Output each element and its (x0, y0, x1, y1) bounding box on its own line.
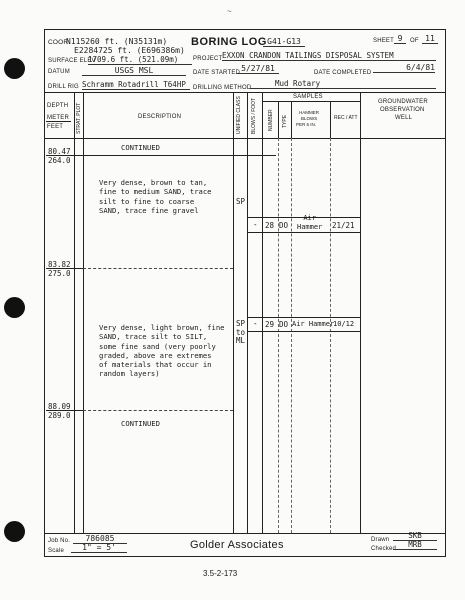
description-header: DESCRIPTION (138, 114, 182, 120)
depth-header-feet: FEET (47, 124, 64, 130)
date-started-value: 5/27/81 (237, 65, 279, 74)
row-2-depth-meter: 83.82 (48, 260, 71, 269)
drawn-value: SKB (393, 532, 437, 541)
row-3-depth-feet: 289.0 (48, 411, 71, 420)
row-2-hammer: Air Hammer (292, 320, 335, 328)
row-3-depth-meter: 88.09 (48, 402, 71, 411)
surface-elev-label: SURFACE ELEV (48, 58, 96, 64)
depth-header-line1: DEPTH (47, 103, 69, 109)
hammer-header-line3: PER 6 IN. (296, 122, 317, 127)
row-1-description: Very dense, brown to tan, fine to medium SAND, trace silt to fine to coarse SAND, trace fine gravel (99, 178, 212, 215)
job-no-label: Job No. (48, 538, 71, 544)
number-header: NUMBER (268, 109, 274, 131)
row-1-blows: - (253, 220, 258, 229)
drill-rig-value: Schramm Rotadrill T64HP (82, 81, 190, 90)
row-1-sample-type: DO (279, 221, 289, 230)
of-value: 11 (422, 35, 438, 44)
groundwater-header-line1: GROUNDWATER (378, 99, 428, 105)
groundwater-header-line2: OBSERVATION (380, 107, 425, 113)
row-2-blows: - (253, 319, 258, 328)
scale-label: Scale (48, 548, 65, 554)
hammer-header-line2: BLOWS (301, 116, 318, 121)
blows-foot-header: BLOWS / FOOT (251, 97, 257, 134)
surface-elev-value: 1709.6 ft. (521.09m) (88, 56, 192, 65)
row-2-description: Very dense, light brown, fine SAND, trace silt to SILT, some fine sand (very poorly graded, above are extremes of materials that occur in random layers) (99, 323, 225, 379)
datum-label: DATUM (48, 69, 70, 75)
row-2-rec-att: 10/12 (333, 320, 355, 328)
boring-log-title: BORING LOG (191, 36, 267, 48)
project-label: PROJECT (193, 56, 223, 62)
coor-value-line2: E2284725 ft. (E696386m) (74, 46, 185, 55)
binder-hole-middle (4, 297, 25, 318)
coor-label: COOR. (48, 39, 71, 46)
row-2-sample-type: DO (279, 320, 289, 329)
row-0-description: CONTINUED (121, 143, 160, 152)
drill-rig-label: DRILL RIG (48, 84, 79, 90)
row-1-sample-number: 28 (265, 221, 275, 230)
date-completed-label: DATE COMPLETED (314, 70, 372, 76)
sheet-value: 9 (394, 35, 406, 44)
row-2-sample-number: 29 (265, 320, 275, 329)
row-1-unified-class: SP (236, 197, 246, 206)
binder-hole-bottom (4, 521, 25, 542)
company-name: Golder Associates (190, 539, 284, 551)
scale-value: 1" = 5' (71, 544, 127, 553)
page-number: 3.5-2-173 (203, 569, 238, 578)
groundwater-header-line3: WELL (395, 115, 413, 121)
drawn-label: Drawn (371, 537, 390, 543)
sheet-label: SHEET (373, 38, 395, 44)
top-mark: ~ (227, 7, 232, 16)
drilling-method-value: Mud Rotary (250, 80, 436, 89)
checked-value: MRB (393, 541, 437, 550)
date-started-label: DATE STARTED (193, 70, 241, 76)
row-1-rec-att: 21/21 (332, 221, 355, 230)
project-value: EXXON CRANDON TAILINGS DISPOSAL SYSTEM (222, 52, 436, 61)
row-3-description: CONTINUED (121, 419, 160, 428)
binder-hole-top (4, 58, 25, 79)
depth-header-meter: METER (47, 115, 69, 121)
rec-att-header: REC / ATT (334, 115, 358, 121)
strat-plot-header: STRAT. PLOT (76, 102, 82, 134)
row-0-depth-meter: 80.47 (48, 147, 71, 156)
samples-header: SAMPLES (293, 94, 323, 100)
drilling-method-label: DRILLING METHOD (193, 85, 252, 91)
of-label: OF (410, 38, 419, 44)
type-header: TYPE (282, 114, 288, 128)
boring-id: G41-G13 (263, 38, 305, 47)
row-2-depth-feet: 275.0 (48, 269, 71, 278)
row-0-depth-feet: 264.0 (48, 156, 71, 165)
date-completed-value: 6/4/81 (373, 64, 435, 73)
checked-label: Checked (371, 546, 397, 552)
datum-value: USGS MSL (82, 67, 186, 76)
job-no-value: 786085 (73, 535, 127, 544)
unified-class-header: UNIFIED CLASS (236, 96, 242, 134)
hammer-header-line1: HAMMER (299, 110, 319, 115)
row-1-hammer: Air Hammer (297, 214, 323, 231)
coor-value-line1: N115260 ft. (N35131m) (66, 37, 168, 46)
row-2-unified-class: SP to ML (236, 319, 246, 345)
